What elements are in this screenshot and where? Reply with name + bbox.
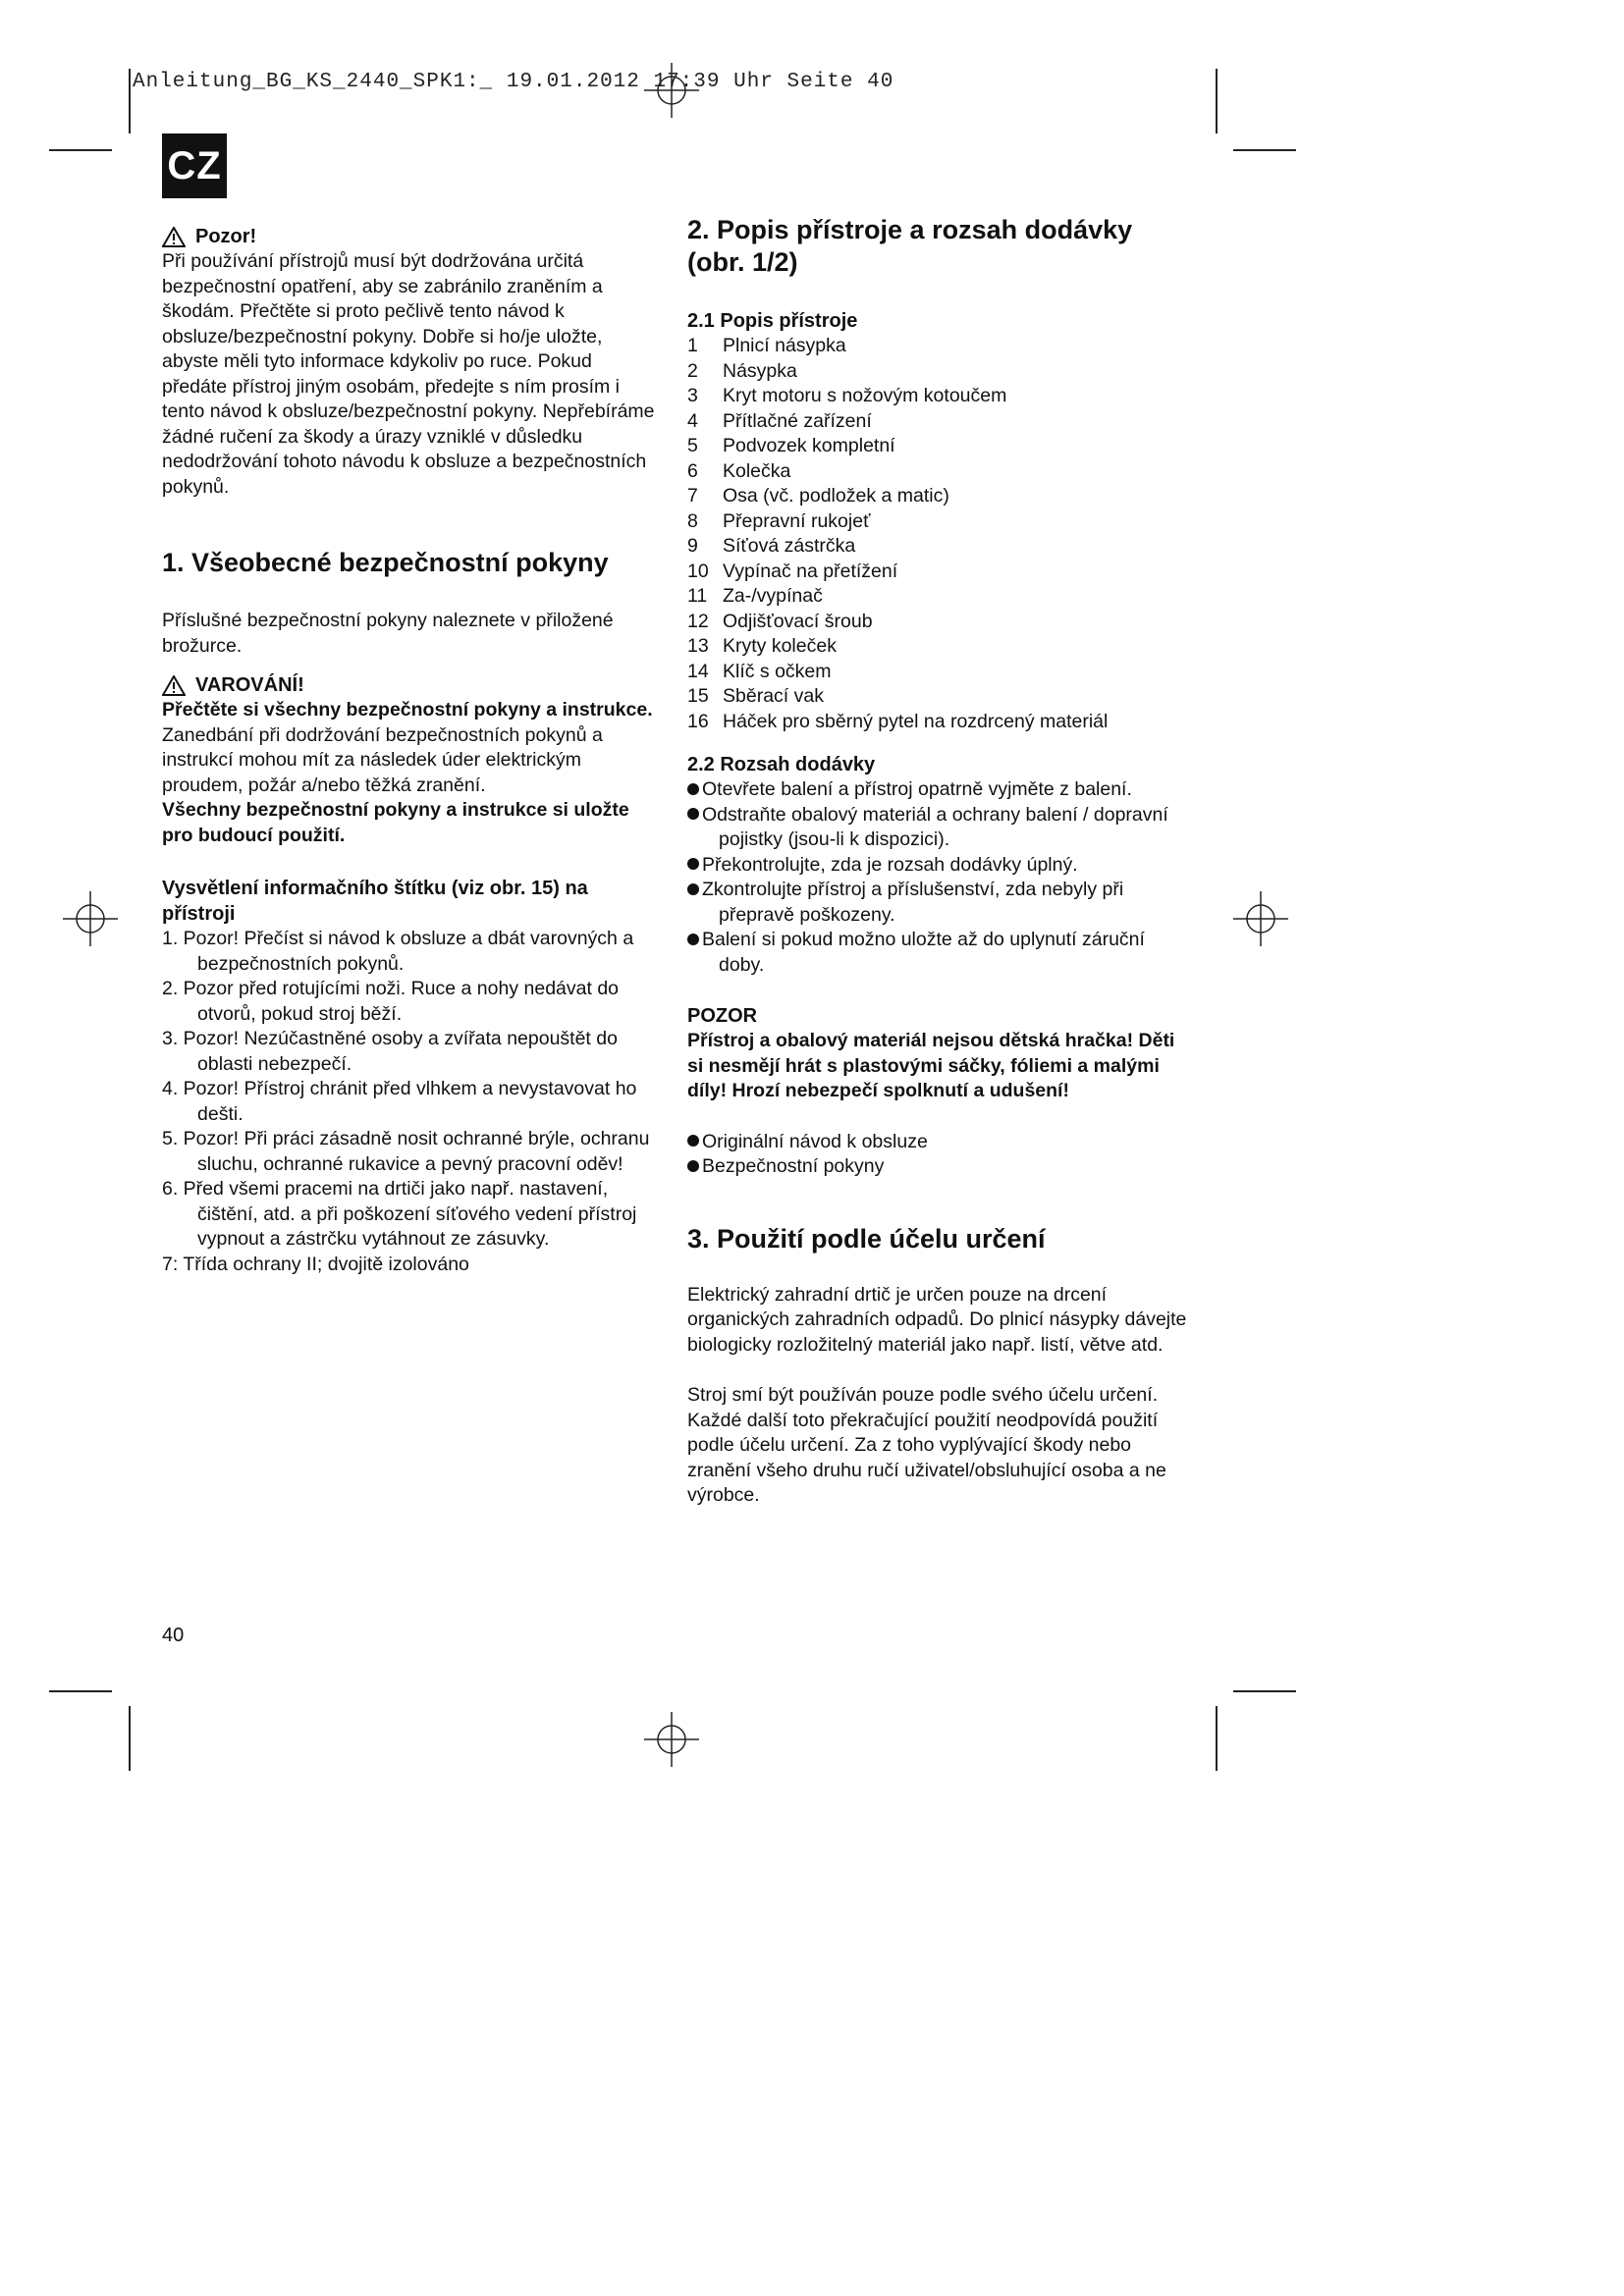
list-item: 8 Přepravní rukojeť — [687, 509, 871, 532]
pozor-body: Přístroj a obalový materiál nejsou dětská hračka! Děti si nesmějí hrát s plastovými sáčky, fóliemi a malými díly! Hrozí nebezpečí spolknutí a udušení! — [687, 1030, 1175, 1101]
print-header: Anleitung_BG_KS_2440_SPK1:_ 19.01.2012 17:39 Uhr Seite 40 — [133, 71, 894, 93]
list-item: Originální návod k obsluze — [687, 1130, 1188, 1155]
registration-mark-icon — [644, 63, 699, 118]
pozor-title: POZOR — [687, 1005, 758, 1027]
list-item: 15 Sběrací vak — [687, 685, 824, 707]
list-item: 7 Osa (vč. podložek a matic) — [687, 485, 949, 507]
delivery-list — [687, 777, 1188, 978]
list-item: 11 Za-/vypínač — [687, 585, 823, 607]
crop-mark — [1216, 1706, 1218, 1771]
registration-mark-icon — [644, 1712, 699, 1767]
section-3-paragraph: Stroj smí být používán pouze podle svého účelu určení. Každé další toto překračující použití neodpovídá použití podle účelu určení. Za z toho vyplývající škody nebo zranění všeho druhu ručí uživatel/obsluhující osoba a ne výrobce. — [687, 1384, 1166, 1506]
right-column — [687, 214, 1188, 1509]
crop-mark — [1233, 1690, 1296, 1692]
list-item: 4. Pozor! Přístroj chránit před vlhkem a nevystavovat ho dešti. — [162, 1078, 637, 1125]
list-item: 1 Plnicí násypka — [687, 335, 846, 356]
bullet-icon — [687, 1135, 699, 1147]
list-item: 16 Háček pro sběrný pytel na rozdrcený materiál — [687, 710, 1109, 732]
section-1-title: 1. Všeobecné bezpečnostní pokyny — [162, 548, 609, 577]
crop-mark — [129, 1706, 131, 1771]
warning-heading — [162, 672, 658, 698]
list-item: 4 Přítlačné zařízení — [687, 409, 872, 432]
list-item: 2 Násypka — [687, 359, 797, 382]
section-2-title: 2. Popis přístroje a rozsah dodávky (obr. 1/2) — [687, 215, 1133, 277]
bullet-icon — [687, 808, 699, 820]
caution-title: Pozor! — [195, 226, 257, 247]
list-item: 13 Kryty koleček — [687, 635, 837, 657]
warning-triangle-icon — [162, 227, 186, 247]
list-item: 6. Před všemi pracemi na drtiči jako např. nastavení, čištění, atd. a při poškození síťového vedení přístroj vypnout a zástrčku vytáhnout ze zásuvky. — [162, 1178, 637, 1250]
list-item: 12 Odjišťovací šroub — [687, 610, 873, 632]
bullet-icon — [687, 883, 699, 895]
warning-body: Zanedbání při dodržování bezpečnostních pokynů a instrukcí mohou mít za následek úder elektrickým proudem, požár a/nebo těžká zranění. — [162, 723, 603, 796]
list-item: Balení si pokud možno uložte až do uplynutí záruční doby. — [687, 928, 1188, 978]
warning-triangle-icon — [162, 675, 186, 696]
list-item: Otevřete balení a přístroj opatrně vyjměte z balení. — [687, 777, 1188, 803]
list-item: 3 Kryt motoru s nožovým kotoučem — [687, 385, 1007, 406]
list-item: 5. Pozor! Při práci zásadně nosit ochranné brýle, ochranu sluchu, ochranné rukavice a pevný pracovní oděv! — [162, 1128, 650, 1175]
bullet-icon — [687, 934, 699, 945]
page-number: 40 — [162, 1625, 185, 1646]
list-item: 1. Pozor! Přečíst si návod k obsluze a dbát varovných a bezpečnostních pokynů. — [162, 928, 634, 975]
list-item: 5 Podvozek kompletní — [687, 435, 895, 456]
list-item: Bezpečnostní pokyny — [687, 1154, 1188, 1180]
crop-mark — [49, 149, 112, 151]
bullet-icon — [687, 783, 699, 795]
list-item: Zkontrolujte přístroj a příslušenství, zda nebyly při přepravě poškozeny. — [687, 878, 1188, 928]
list-item: Překontrolujte, zda je rozsah dodávky úplný. — [687, 853, 1188, 879]
crop-mark — [129, 69, 131, 133]
list-item: 3. Pozor! Nezúčastněné osoby a zvířata nepouštět do oblasti nebezpečí. — [162, 1028, 618, 1075]
list-item: 10 Vypínač na přetížení — [687, 560, 898, 582]
registration-mark-icon — [63, 891, 118, 946]
list-item: 6 Kolečka — [687, 459, 791, 482]
label-explanation-title: Vysvětlení informačního štítku (viz obr. 15) na přístroji — [162, 878, 588, 925]
bullet-icon — [687, 858, 699, 870]
list-item: 9 Síťová zástrčka — [687, 535, 856, 557]
warning-title: VAROVÁNÍ! — [195, 674, 304, 696]
subsection-2-2-title: 2.2 Rozsah dodávky — [687, 754, 876, 775]
registration-mark-icon — [1233, 891, 1288, 946]
caution-body: Při používání přístrojů musí být dodržována určitá bezpečnostní opatření, aby se zabránilo zraněním a škodám. Přečtěte si proto pečlivě tento návod k obsluze/bezpečnostní pokyny. Dobře si ho/je uložte, abyste měli tyto informace kdykoliv po ruce. Pokud předáte přístroj jiným osobám, předejte s ním prosím i tento návod k obsluze/bezpečnostní pokyny. Nepřebíráme žádné ručení za škody a úrazy vzniklé v důsledku nedodržování tohoto návodu k obsluze a bezpečnostních pokynů. — [162, 250, 655, 498]
crop-mark — [1216, 69, 1218, 133]
caution-heading — [162, 224, 658, 249]
list-item: 7: Třída ochrany II; dvojitě izolováno — [162, 1253, 469, 1275]
left-column — [162, 224, 658, 1277]
section-3-title: 3. Použití podle účelu určení — [687, 1223, 1046, 1254]
parts-list — [687, 334, 1188, 734]
bullet-icon — [687, 1160, 699, 1172]
included-documents-list — [687, 1130, 1188, 1180]
warning-bold-text-2: Všechny bezpečnostní pokyny a instrukce si uložte pro budoucí použití. — [162, 799, 629, 846]
section-3-paragraph: Elektrický zahradní drtič je určen pouze na drcení organických zahradních odpadů. Do plnicí násypky dávejte biologicky rozložitelný materiál jako např. listí, větve atd. — [687, 1283, 1187, 1356]
section-1-intro: Příslušné bezpečnostní pokyny naleznete v přiložené brožurce. — [162, 610, 614, 657]
list-item: Odstraňte obalový materiál a ochrany balení / dopravní pojistky (jsou-li k dispozici). — [687, 803, 1188, 853]
warning-bold-text: Přečtěte si všechny bezpečnostní pokyny a instrukce. — [162, 699, 653, 721]
language-badge: CZ — [162, 133, 227, 198]
list-item: 2. Pozor před rotujícími noži. Ruce a nohy nedávat do otvorů, pokud stroj běží. — [162, 978, 620, 1025]
subsection-2-1-title: 2.1 Popis přístroje — [687, 310, 858, 332]
label-explanation-list — [162, 927, 658, 1277]
crop-mark — [1233, 149, 1296, 151]
list-item: 14 Klíč s očkem — [687, 660, 832, 682]
crop-mark — [49, 1690, 112, 1692]
